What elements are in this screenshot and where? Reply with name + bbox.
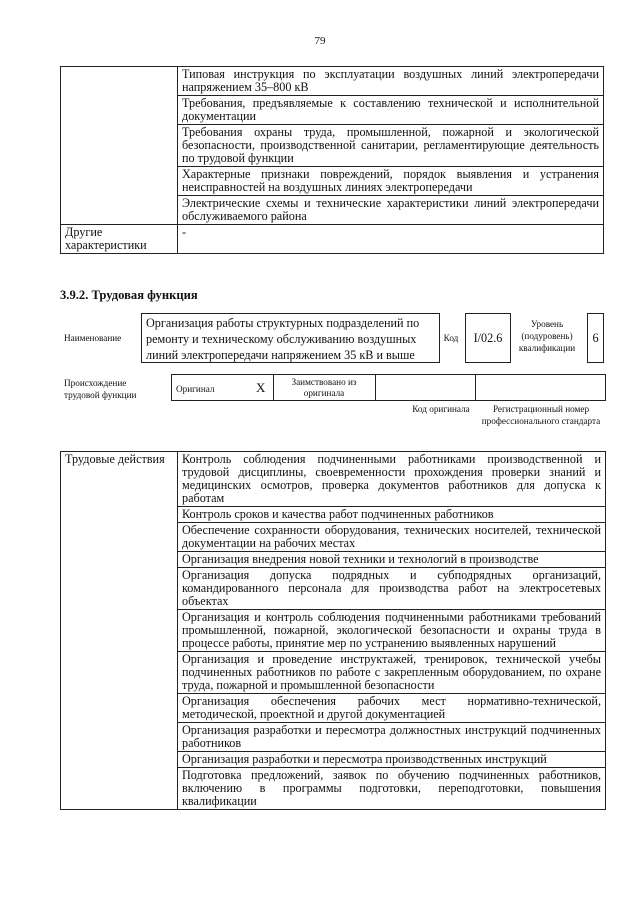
qualification-level-label: Уровень (подуровень) квалификации: [518, 319, 576, 353]
labor-action-item: Организация разработки и пересмотра производственных инструкций: [178, 752, 606, 768]
cell-divider: [375, 375, 376, 400]
knowledge-item: Требования охраны труда, промышленной, пожарной и экологической безопасности, производственной санитарии, регламентирующие деятельность по трудовой функции: [178, 125, 604, 167]
original-label: Оригинал: [176, 384, 215, 394]
knowledge-item: Требования, предъявляемые к составлению технической и исполнительной документации: [178, 96, 604, 125]
knowledge-item: Типовая инструкция по эксплуатации воздушных линий электропередачи напряжением 35–800 кВ: [178, 67, 604, 96]
labor-action-item: Подготовка предложений, заявок по обучению подчиненных работников, включению в программы подготовки, переподготовки, повышения квалификации: [178, 768, 606, 810]
knowledge-item: Электрические схемы и технические характеристики линий электропередачи обслуживаемого района: [178, 196, 604, 225]
labor-action-item: Контроль сроков и качества работ подчиненных работников: [178, 507, 606, 523]
labor-action-item: Организация разработки и пересмотра должностных инструкций подчиненных работников: [178, 723, 606, 752]
registration-number-caption: Регистрационный номер профессионального стандарта: [481, 404, 601, 426]
other-characteristics-label: Другие характеристики: [61, 225, 178, 254]
original-mark: X: [256, 380, 266, 395]
page-number: 79: [314, 35, 326, 47]
origin-label: Происхождение трудовой функции: [64, 378, 137, 400]
labor-action-item: Организация обеспечения рабочих мест нормативно-технической, методической, проектной и другой документацией: [178, 694, 606, 723]
function-code: I/02.6: [465, 313, 511, 363]
labor-actions-label: Трудовые действия: [61, 452, 178, 810]
labor-action-item: Обеспечение сохранности оборудования, технических носителей, технической документации на рабочих местах: [178, 523, 606, 552]
function-name: Организация работы структурных подразделений по ремонту и техническому обслуживанию воздушных линий электропередачи напряжением 35 кВ и выше: [141, 313, 440, 363]
labor-action-item: Организация внедрения новой техники и технологий в производстве: [178, 552, 606, 568]
knowledge-item: Характерные признаки повреждений, порядок выявления и устранения неисправностей на воздушных линиях электропередачи: [178, 167, 604, 196]
labor-action-item: Организация допуска подрядных и субподрядных организаций, командированного персонала для производства работ на электросетевых объектах: [178, 568, 606, 610]
labor-action-item: Организация и контроль соблюдения подчиненными работниками требований промышленной, пожарной, экологической безопасности и охраны труда в процессе работы, принятие мер по устранению выявленных нарушений: [178, 610, 606, 652]
table-row: [61, 452, 606, 507]
knowledge-label-cell: [61, 67, 178, 225]
labor-action-item: Организация и проведение инструктажей, тренировок, технической учебы подчиненных работников по работе с закрепленным оборудованием, по охране труда, пожарной и промышленной безопасности: [178, 652, 606, 694]
table-row: [61, 225, 604, 254]
table-row: [61, 67, 604, 96]
cell-divider: [475, 375, 476, 400]
cell-divider: [273, 375, 274, 400]
name-label: Наименование: [64, 333, 122, 343]
knowledge-table: [60, 66, 604, 254]
labor-actions-table: [60, 451, 606, 810]
borrowed-label: Заимствовано из оригинала: [291, 377, 357, 398]
origin-row: [171, 374, 606, 401]
other-characteristics-value: -: [178, 225, 604, 254]
qualification-level-value: 6: [587, 313, 604, 363]
section-heading: 3.9.2. Трудовая функция: [60, 288, 198, 302]
code-original-caption: Код оригинала: [412, 404, 470, 414]
labor-action-item: Контроль соблюдения подчиненными работниками производственной и трудовой дисциплины, своевременности прохождения проверки знаний и медицинских осмотров, проверка документов работников для допуска к работам: [178, 452, 606, 507]
code-label: Код: [443, 333, 459, 343]
